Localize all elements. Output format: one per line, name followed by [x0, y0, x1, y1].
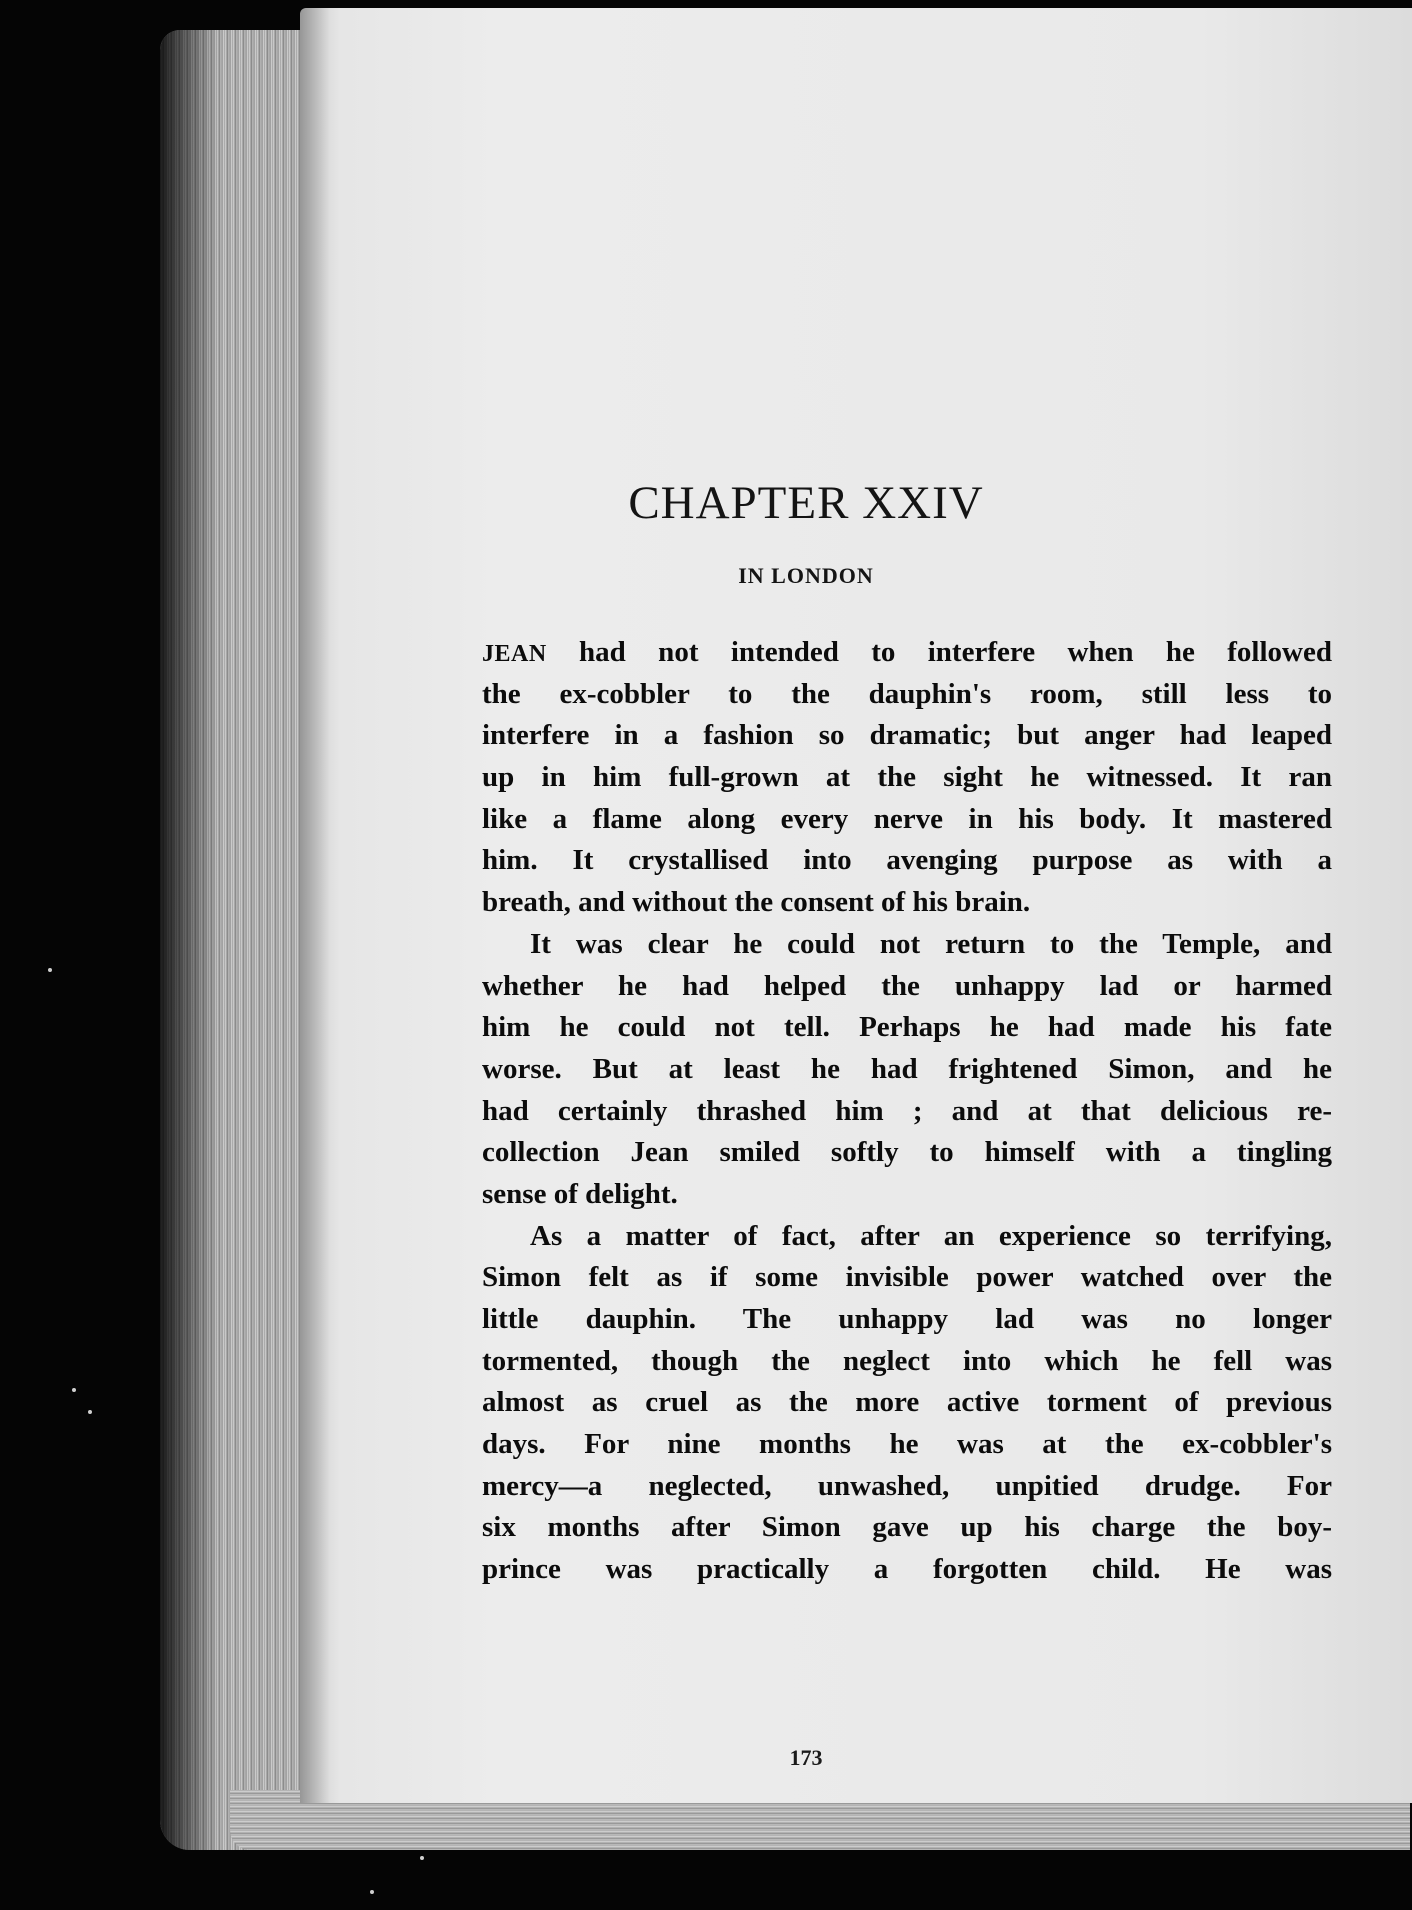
text-line: almost as cruel as the more active torment of previous: [482, 1386, 1332, 1419]
body-text: [482, 632, 1332, 1591]
book-page: [300, 8, 1412, 1803]
text-line: [482, 632, 1332, 674]
text-line: six months after Simon gave up his charge the boy-: [482, 1511, 1332, 1544]
text-line: worse. But at least he had frightened Simon, and he: [482, 1052, 1332, 1085]
text-line: the ex-cobbler to the dauphin's room, still less to: [482, 677, 1332, 710]
page-number: 173: [789, 1745, 823, 1770]
text-line: tormented, though the neglect into which he fell was: [482, 1344, 1332, 1377]
dust-speck: [370, 1890, 374, 1894]
text-line: As a matter of fact, after an experience so terrifying,: [530, 1219, 1332, 1252]
text-line: prince was practically a forgotten child. He was: [482, 1553, 1332, 1586]
text-line: little dauphin. The unhappy lad was no longer: [482, 1303, 1332, 1335]
text-line: had certainly thrashed him ; and at that delicious re-: [482, 1094, 1332, 1127]
dust-speck: [48, 968, 52, 972]
dust-speck: [72, 1388, 76, 1392]
text-line: collection Jean smiled softly to himself with a tingling: [482, 1136, 1332, 1169]
text-line: like a flame along every nerve in his body. It mastered: [482, 802, 1332, 835]
text-line: mercy—a neglected, unwashed, unpitied drudge. For: [482, 1469, 1332, 1502]
page-gutter-shadow: [300, 8, 330, 1803]
text-line: sense of delight.: [482, 1177, 678, 1210]
text-line: breath, and without the consent of his brain.: [482, 886, 1031, 919]
text-line: whether he had helped the unhappy lad or harmed: [482, 969, 1332, 1002]
line-text: had not intended to interfere when he followed: [546, 636, 1332, 668]
text-line: Simon felt as if some invisible power watched over the: [482, 1261, 1332, 1294]
text-line: him. It crystallised into avenging purpose as with a: [482, 844, 1332, 877]
chapter-title: CHAPTER XXIV: [628, 477, 984, 529]
dust-speck: [420, 1856, 424, 1860]
text-line: interfere in a fashion so dramatic; but anger had leaped: [482, 719, 1332, 752]
lead-small-caps: JEAN: [482, 641, 547, 667]
page-edges-shadow: [160, 30, 220, 1850]
text-line: It was clear he could not return to the Temple, and: [530, 927, 1332, 960]
text-line: him he could not tell. Perhaps he had made his fate: [482, 1011, 1332, 1044]
dust-speck: [88, 1410, 92, 1414]
chapter-subtitle: IN LONDON: [738, 563, 874, 588]
text-line: up in him full-grown at the sight he witnessed. It ran: [482, 761, 1332, 794]
text-line: days. For nine months he was at the ex-cobbler's: [482, 1428, 1332, 1461]
